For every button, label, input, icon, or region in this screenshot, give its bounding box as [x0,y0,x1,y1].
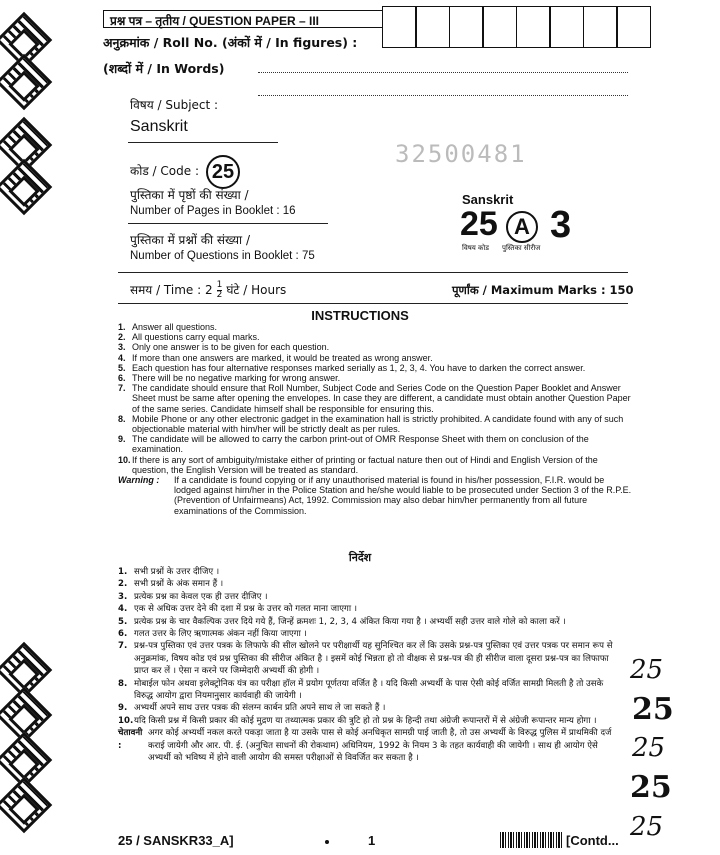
roll-digit-box[interactable] [616,6,651,48]
in-words-label: (शब्दों में / In Words) [103,61,225,76]
roll-digit-box[interactable] [482,6,517,48]
instruction-item: 8. Mobile Phone or any other electronic gadget in the examination hall is strictly prohibited. A candidate found with any of such objectionable material with him/her will be strictly dealt as per rules. [118,413,624,435]
decorative-diamond-mark [0,159,52,216]
pages-label: Number of Pages in Booklet : 16 [130,205,296,217]
roll-digit-box[interactable] [415,6,450,48]
hindi-instruction-item: 1. सभी प्रश्नों के उत्तर दीजिए । [118,567,220,577]
divider [118,303,628,304]
divider [118,272,628,273]
footer-code: 25 / SANSKR33_A] [118,833,234,848]
decorative-diamond-mark [0,54,52,111]
instruction-item: 7. The candidate should ensure that Roll Number, Subject Code and Series Code on the Question Paper Booklet and Answer Sheet must be same after opening the envelopes. In case they are different, a candidate must obtain another Question Paper of the same series. Candidate himself shall be responsible for ensuring this. [118,383,631,414]
margin-mark: 25 [632,733,666,763]
hindi-instruction-item: 5. प्रत्येक प्रश्न के चार वैकल्पिक उत्तर दिये गये हैं, जिन्हें क्रमशः 1, 2, 3, 4 अंकित किया गया है । अभ्यर्थी सही उत्तर वाले गोले को काला करें । [118,616,566,627]
roll-digit-box[interactable] [549,6,584,48]
instruction-item: 6. There will be no negative marking for wrong answer. [118,373,341,384]
subject-value: Sanskrit [130,118,188,135]
hindi-instruction-item: 10. यदि किसी प्रश्न में किसी प्रकार की कोई मुद्रण या तथ्यात्मक प्रकार की त्रुटि हो तो प्रश्न के हिन्दी तथा अंग्रेजी रूपान्तरों में से अंग्रेजी रूपान्तर मान्य होगा । [118,715,597,726]
instruction-item: 2. All questions carry equal marks. [118,332,260,343]
questions-label: Number of Questions in Booklet : 75 [130,250,315,262]
subject-label: विषय / Subject : [130,98,219,112]
footer-dot [325,840,329,844]
roll-digit-box[interactable] [382,6,417,48]
time-label: समय / Time : 2 $\frac{1}{2}$ घंटे / Hours [130,280,287,300]
roll-number-boxes[interactable] [383,6,651,48]
roll-digit-box[interactable] [516,6,551,48]
roll-digit-box[interactable] [583,6,618,48]
booklet-code: 25 [460,205,498,243]
margin-mark: 25 [630,812,664,842]
booklet-code-caption: विषय कोड [462,244,489,252]
code-label: कोड / Code : [130,164,199,178]
question-paper-label: प्रश्न पत्र – तृतीय / QUESTION PAPER – III [103,10,383,28]
hindi-instruction-item: 3. प्रत्येक प्रश्न का केवल एक ही उत्तर दीजिए । [118,591,268,602]
divider [128,223,328,224]
serial-number: 32500481 [395,140,527,168]
warning-block: Warning : If a candidate is found copying or if any unauthorised material is found in his/her possession, F.I.R. would be lodged against him/her in the Police Station and he/she would liable to be prosecuted under Section 3 of the R.P.E. (Prevention of Unfairmeans) Act, 1992. Commission may also debar him/her permanently from all future examinations of the Commission. [118,475,632,516]
hindi-instruction-item: 8. मोबाईल फोन अथवा इलेक्ट्रोनिक यंत्र का परीक्षा हॉल में प्रयोग पूर्णतया वर्जित है । यदि किसी अभ्यर्थी के पास ऐसी कोई वर्जित सामग्री मिलती है तो उसके विरुद्ध आयोग द्वारा नियमानुसार कार्यवाही की जायेगी । [118,678,604,702]
instruction-item: 1. Answer all questions. [118,322,218,332]
margin-mark: 25 [630,655,664,685]
code-value: 25 [206,155,240,189]
instruction-item: 3. Only one answer is to be given for each question. [118,342,330,353]
booklet-series: A [506,211,538,243]
margin-mark: 25 [632,692,674,727]
continued-label: [Contd... [566,833,619,848]
questions-label-hindi: पुस्तिका में प्रश्नों की संख्या / [130,233,250,247]
instructions-title: INSTRUCTIONS [311,308,409,323]
maximum-marks: पूर्णांक / Maximum Marks : 150 [452,283,634,297]
hindi-instruction-item: 7. प्रश्न-पत्र पुस्तिका एवं उत्तर पत्रक के लिफाफे की सील खोलने पर परीक्षार्थी यह सुनिश्चित कर लें कि उसके प्रश्न-पत्र पुस्तिका एवं उत्तर पत्रक पर समान रूप से अनुक्रमांक, विषय कोड एवं प्रश्न पुस्तिका की सीरीज अंकित है । इसमें कोई भिन्नता हो तो वीक्षक से प्रश्न-पत्र की ही सीरीज वाला दूसरा प्रश्न-पत्र का लिफाफा प्राप्त कर लें । ऐसा न करने पर जिम्मेदारी अभ्यर्थी की होगी । [118,641,613,677]
hindi-warning-block: चेतावनी : अगर कोई अभ्यर्थी नकल करते पकड़ा जाता है या उसके पास से कोई अनधिकृत सामग्री पाई जाती है, तो उस अभ्यर्थी के विरुद्ध पुलिस में प्राथमिकी दर्ज कराई जायेगी और आर. पी. ई. (अनुचित साधनों की रोकथाम) अधिनियम, 1992 के नियम 3 के तहत कार्यवाही की जायेगी । साथ ही आयोग ऐसे अभ्यर्थी को भविष्य में होने वाली आयोग की समस्त परीक्षाओं से विवर्जित कर सकता है । [118,728,612,764]
page-number: 1 [368,833,376,848]
booklet-subject: Sanskrit [462,192,514,207]
roll-digit-box[interactable] [449,6,484,48]
hindi-instruction-item: 9. अभ्यर्थी अपने साथ उत्तर पत्रक की संलग्न कार्बन प्रति अपने साथ ले जा सकते हैं । [118,703,386,714]
hindi-instruction-item: 4. एक से अधिक उत्तर देने की दशा में प्रश्न के उत्तर को गलत माना जाएगा । [118,604,358,615]
instruction-item: 10. If there is any sort of ambiguity/mistake either of printing or factual nature then out of Hindi and English Version of the question, the English Version will be treated as standard. [118,454,598,475]
booklet-series-caption: पुस्तिका सीरीज [502,244,541,252]
hindi-instruction-item: 2. सभी प्रश्नों के अंक समान हैं । [118,579,224,590]
instruction-item: 4. If more than one answers are marked, it would be treated as wrong answer. [118,352,433,363]
in-words-field-line2[interactable] [258,95,628,96]
time-fraction-numerator: 1 [216,280,223,290]
in-words-field[interactable] [258,72,628,73]
barcode [500,832,562,848]
hindi-instruction-item: 6. गलत उत्तर के लिए ऋणात्मक अंकन नहीं किया जाएगा । [118,629,307,640]
instruction-item: 5. Each question has four alternative responses marked serially as 1, 2, 3, 4. You have to darken the correct answer. [118,362,586,373]
instructions-list [118,322,633,516]
pages-label-hindi: पुस्तिका में पृष्ठों की संख्या / [130,188,249,202]
margin-mark: 25 [630,770,672,805]
hindi-instructions-list [118,566,623,765]
booklet-paper-number: 3 [550,204,572,246]
time-fraction-denominator: 2 [216,290,223,300]
subject-underline [128,142,278,143]
roll-number-label: अनुक्रमांक / Roll No. (अंकों में / In figures) : [103,35,358,50]
hindi-instructions-title: निर्देश [348,551,372,564]
decorative-diamond-mark [0,777,52,834]
instruction-item: 9. The candidate will be allowed to carry the carbon print-out of OMR Response Sheet with them on conclusion of the examination. [118,434,589,455]
